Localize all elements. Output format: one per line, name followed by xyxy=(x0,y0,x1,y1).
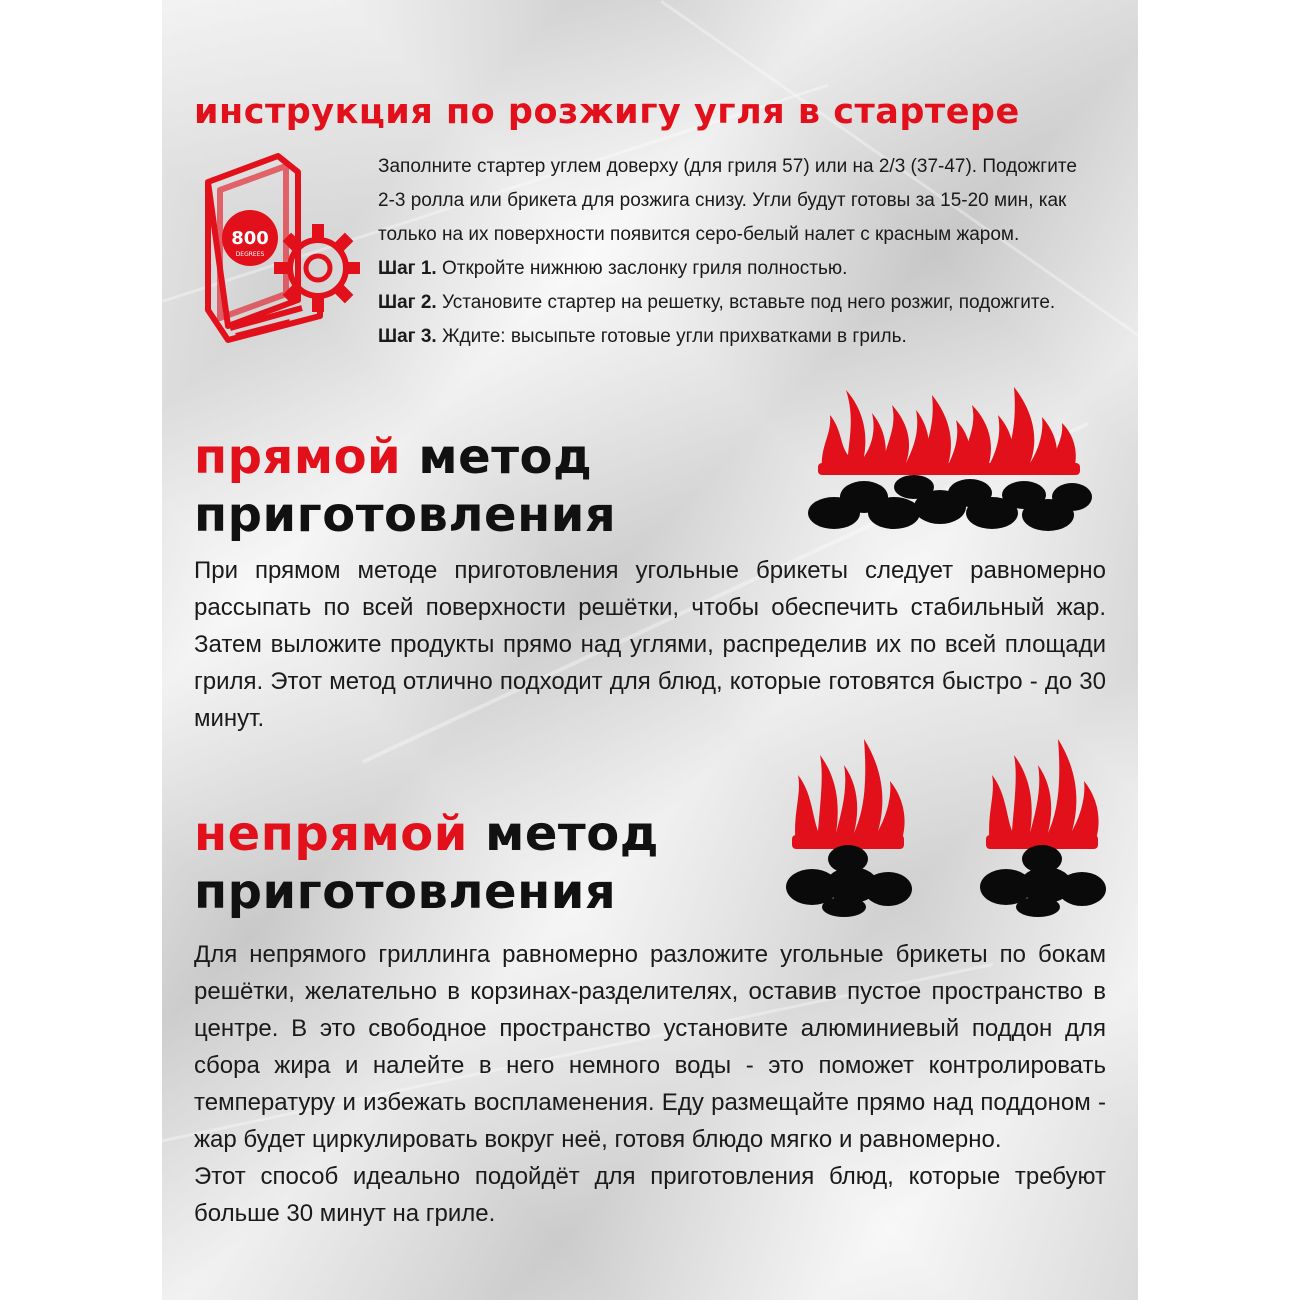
indirect-title-red: непрямой xyxy=(194,806,468,862)
badge-word: DEGREES xyxy=(235,251,265,258)
instruction-card xyxy=(162,0,1138,1300)
indirect-fire-left-icon xyxy=(782,735,922,920)
step-label: Шаг 3. xyxy=(378,326,437,347)
starter-step-3 xyxy=(378,320,1098,354)
direct-paragraph: При прямом методе приготовления угольные брикеты следует равномерно рассыпать по всей поверхности решётки, чтобы обеспечить стабильный жар. Затем выложите продукты прямо над углями, распределив их по всей площади гриля. Этот метод отлично подходит для блюд, которые готовятся быстро - до 30 минут. xyxy=(194,557,1106,732)
step-label: Шаг 2. xyxy=(378,292,437,313)
step-label: Шаг 1. xyxy=(378,258,437,279)
indirect-paragraph-2: Этот способ идеально подойдёт для приготовления блюд, которые требуют больше 30 минут на гриле. xyxy=(194,1163,1106,1227)
indirect-title-black: метод xyxy=(485,806,659,862)
direct-fire-coals-icon xyxy=(802,375,1102,535)
manual-gear-icon xyxy=(190,150,360,350)
badge-number: 800 xyxy=(231,228,269,249)
indirect-method-heading xyxy=(194,805,659,921)
indirect-fire-right-icon xyxy=(976,735,1116,920)
starter-step-1 xyxy=(378,252,1098,286)
step-text: Откройте нижнюю заслонку гриля полностью. xyxy=(441,258,848,279)
direct-method-text xyxy=(194,552,1106,737)
starter-step-2 xyxy=(378,286,1098,320)
direct-title-black: метод xyxy=(418,429,593,485)
step-text: Ждите: высыпьте готовые угли прихватками в гриль. xyxy=(441,326,907,347)
indirect-method-text xyxy=(194,936,1106,1232)
starter-instructions xyxy=(378,150,1098,354)
step-text: Установите стартер на решетку, вставьте под него розжиг, подожгите. xyxy=(441,292,1056,313)
indirect-title-black-2: приготовления xyxy=(194,864,617,920)
starter-title: инструкция по розжигу угля в стартере xyxy=(194,92,1020,132)
direct-title-red: прямой xyxy=(194,429,402,485)
direct-title-black-2: приготовления xyxy=(194,487,617,543)
direct-method-heading xyxy=(194,428,616,544)
starter-intro: Заполните стартер углем доверху (для гриля 57) или на 2/3 (37-47). Подожгите 2-3 ролла или брикета для розжига снизу. Угли будут готовы за 15-20 мин, как только на их поверхности появится серо-белый налет с красным жаром. xyxy=(378,156,1077,245)
indirect-paragraph-1: Для непрямого гриллинга равномерно разложите угольные брикеты по бокам решётки, желательно в корзинах-разделителях, оставив пустое пространство в центре. В это свободное пространство установите алюминиевый поддон для сбора жира и налейте в него немного воды - это поможет контролировать температуру и избежать воспламенения. Еду размещайте прямо над поддоном - жар будет циркулировать вокруг неё, готовя блюдо мягко и равномерно. xyxy=(194,941,1106,1153)
